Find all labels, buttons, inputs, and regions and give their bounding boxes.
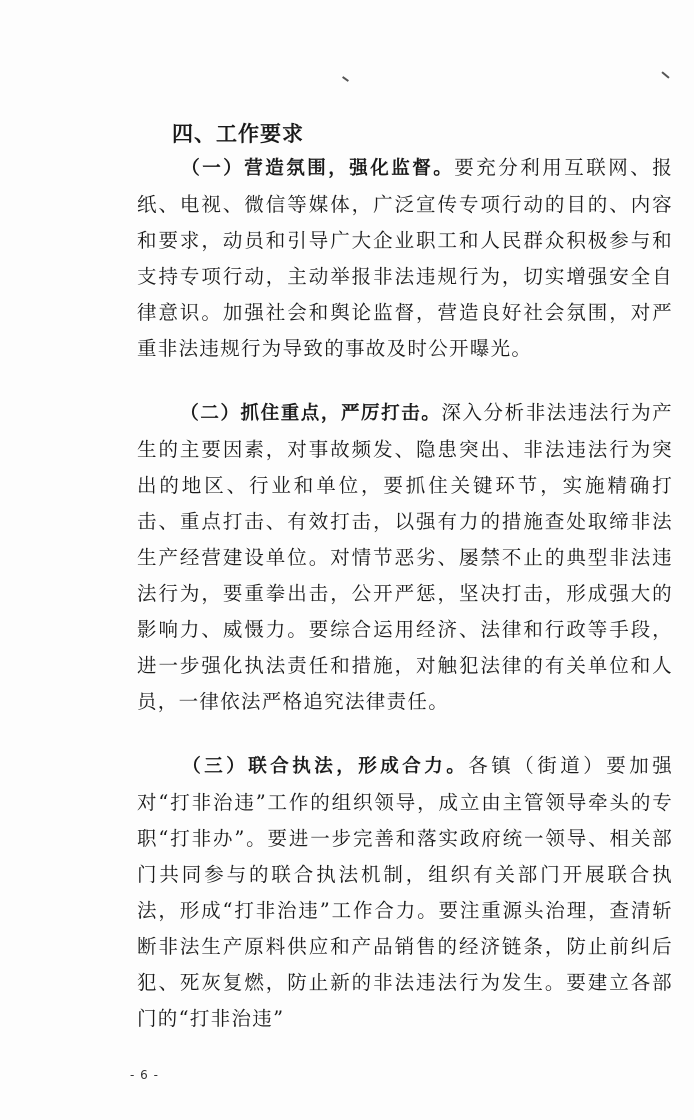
paragraph-3-lead: （三）联合执法，形成合力。: [180, 756, 469, 777]
paragraph-1: [137, 150, 673, 367]
paragraph-3-text: 各镇（街道）要加强对“打非治违”工作的组织领导，成立由主管领导牵头的专职“打非办”。要进一步完善和落实政府统一领导、相关部门共同参与的联合执法机制，组织有关部门开展联合执法，形成“打非治违”工作合力。要注重源头治理，查清斩断非法生产原料供应和产品销售的经济链条，防止前纠后犯、死灰复燃，防止新的非法违法行为发生。要建立各部门的“打非治违”: [137, 754, 673, 1030]
scan-mark: [342, 76, 349, 82]
scan-mark: [661, 71, 669, 78]
section-heading: 四、工作要求: [172, 122, 304, 146]
paragraph-3: [137, 748, 673, 1037]
paragraph-1-text: 要充分利用互联网、报纸、电视、微信等媒体，广泛宣传专项行动的目的、内容和要求，动员和引导广大企业职工和人民群众积极参与和支持专项行动，主动举报非法违规行为，切实增强安全自律意识。加强社会和舆论监督，营造良好社会氛围，对严重非法违规行为导致的事故及时公开曝光。: [137, 156, 673, 360]
paragraph-2-text: 深入分析非法违法行为产生的主要因素，对事故频发、隐患突出、非法违法行为突出的地区、行业和单位，要抓住关键环节，实施精确打击、重点打击、有效打击，以强有力的措施查处取缔非法生产经营建设单位。对情节恶劣、屡禁不止的典型非法违法行为，要重拳出击，公开严惩，坚决打击，形成强大的影响力、威慑力。要综合运用经济、法律和行政等手段，进一步强化执法责任和措施，对触犯法律的有关单位和人员，一律依法严格追究法律责任。: [137, 401, 673, 713]
paragraph-2-lead: （二）抓住重点，严厉打击。: [180, 403, 442, 424]
paragraph-2: [137, 395, 673, 720]
paragraph-1-lead: （一）营造氛围，强化监督。: [180, 158, 455, 179]
page-number: - 6 -: [130, 1068, 159, 1082]
